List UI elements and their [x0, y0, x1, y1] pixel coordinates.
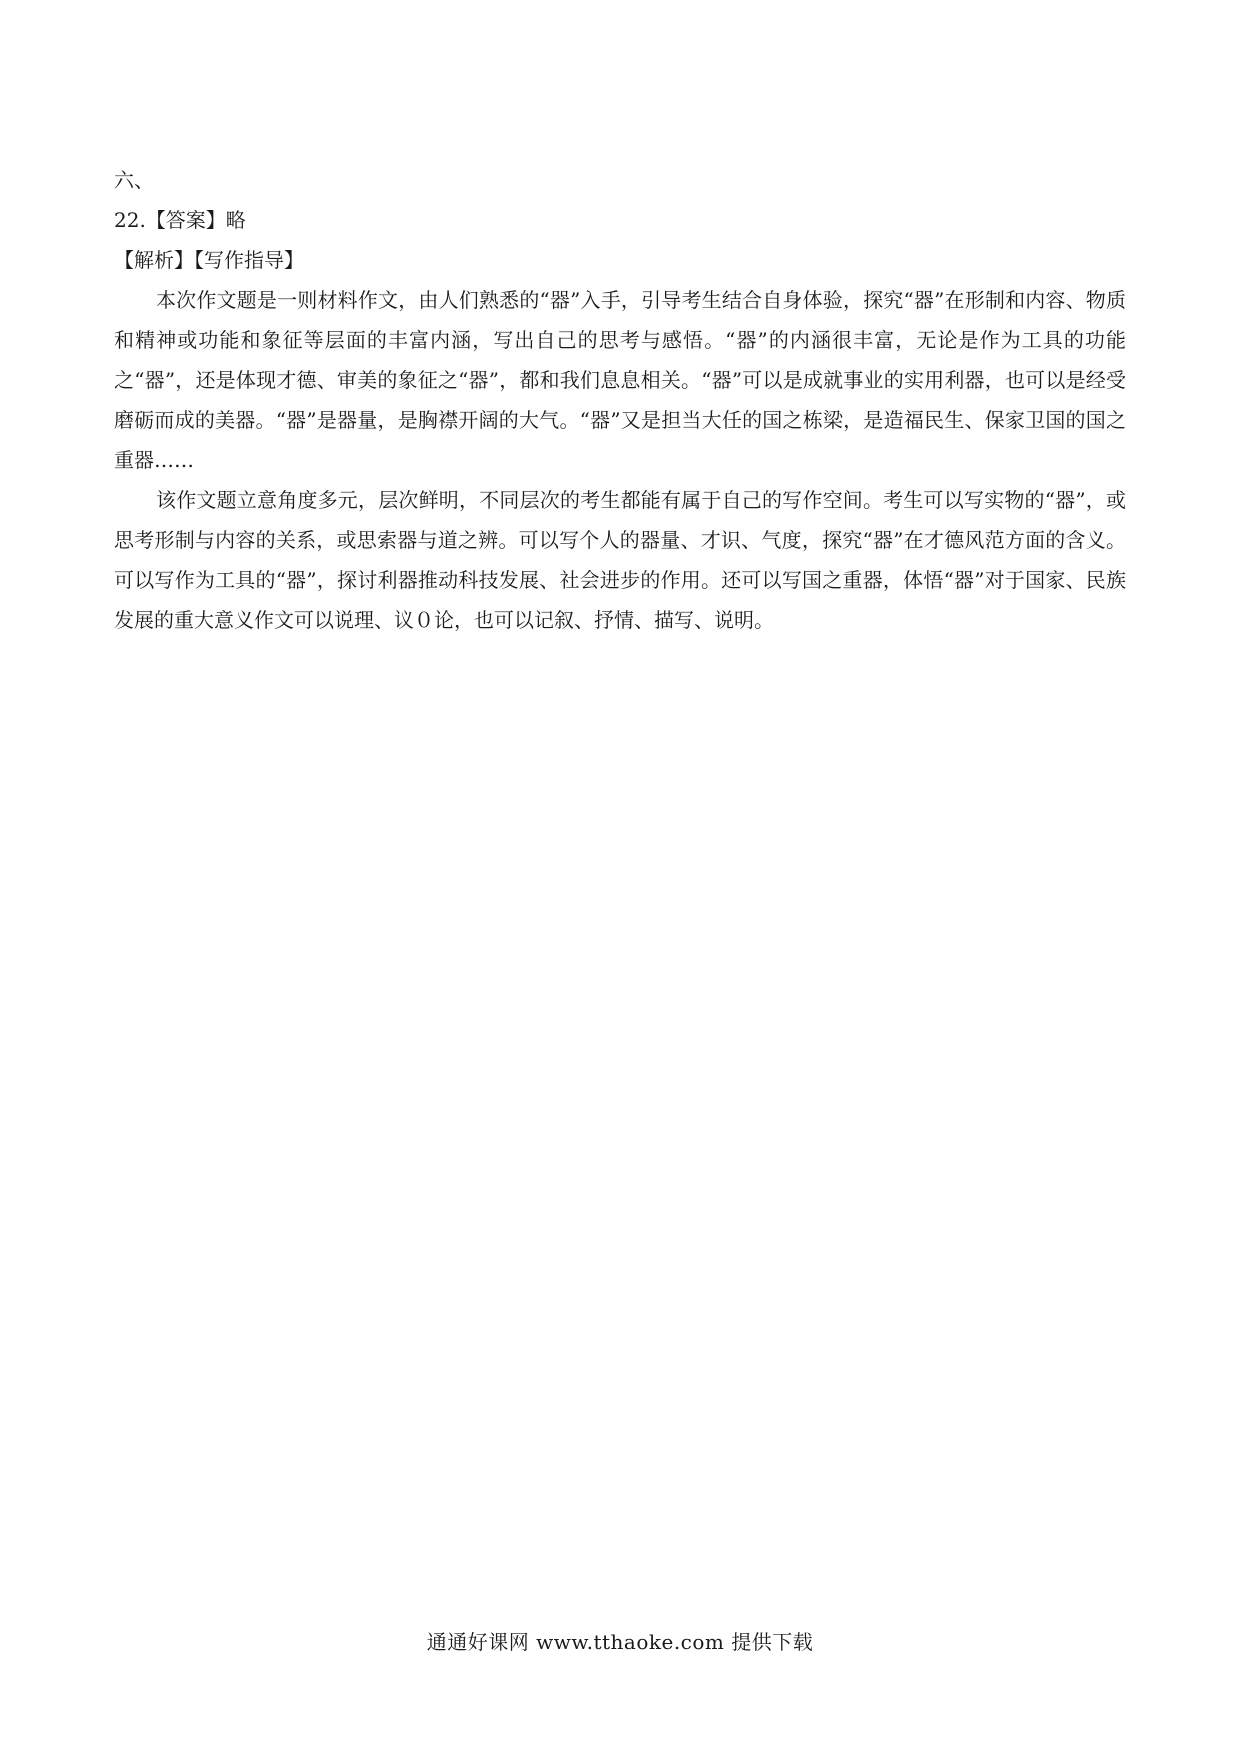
document-body [114, 160, 1126, 640]
answer-line: 22.【答案】略 [114, 208, 246, 232]
paragraph-guidance-angles: 该作文题立意角度多元，层次鲜明，不同层次的考生都能有属于自己的写作空间。考生可以写实物的“器”，或思考形制与内容的关系，或思索器与道之辨。可以写个人的器量、才识、气度，探究“器”在才德风范方面的含义。可以写作为工具的“器”，探讨利器推动科技发展、社会进步的作用。还可以写国之重器，体悟“器”对于国家、民族发展的重大意义作文可以说理、议０论，也可以记叙、抒情、描写、说明。 [114, 488, 1126, 632]
paragraph-guidance-intro: 本次作文题是一则材料作文，由人们熟悉的“器”入手，引导考生结合自身体验，探究“器”在形制和内容、物质和精神或功能和象征等层面的丰富内涵，写出自己的思考与感悟。“器”的内涵很丰富，无论是作为工具的功能之“器”，还是体现才德、审美的象征之“器”，都和我们息息相关。“器”可以是成就事业的实用利器，也可以是经受磨砺而成的美器。“器”是器量，是胸襟开阔的大气。“器”又是担当大任的国之栋梁，是造福民生、保家卫国的国之重器…… [114, 288, 1126, 472]
page-footer: 通通好课网 www.tthaoke.com 提供下载 [426, 1630, 814, 1654]
analysis-heading: 【解析】【写作指导】 [114, 248, 304, 272]
section-heading: 六、 [114, 168, 154, 192]
